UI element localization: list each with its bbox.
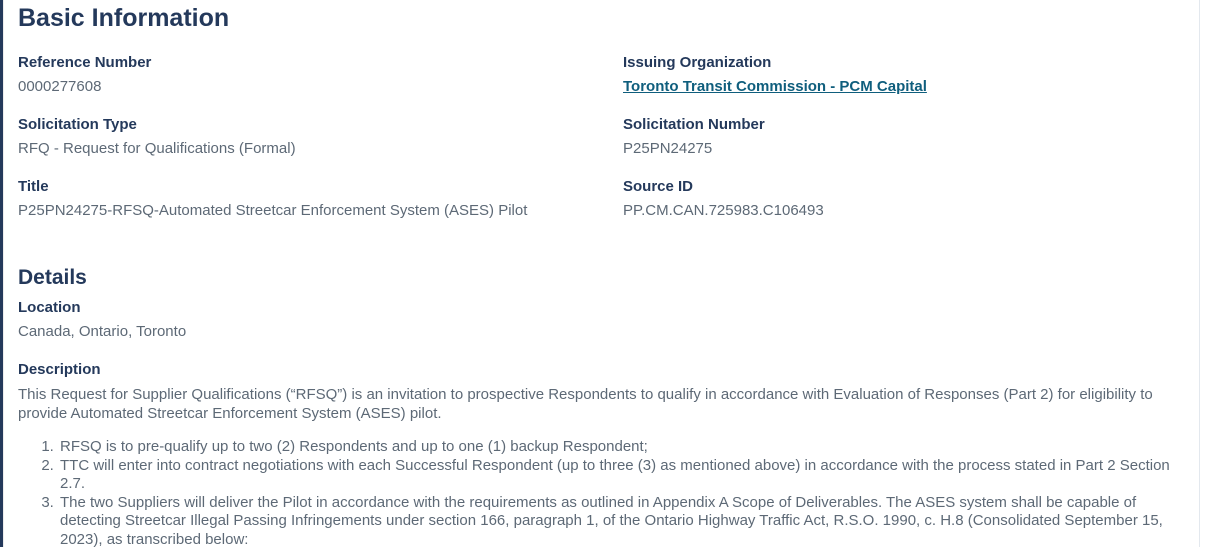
location-label: Location bbox=[18, 299, 81, 316]
solicitation-type-label: Solicitation Type bbox=[18, 116, 137, 133]
field-location bbox=[18, 300, 1180, 340]
description-list-item: 1. RFSQ is to pre-qualify up to two (2) Respondents and up to one (1) backup Respondent; bbox=[58, 438, 1180, 457]
issuing-organization-link[interactable]: Toronto Transit Commission - PCM Capital bbox=[623, 78, 927, 95]
details-heading: Details bbox=[18, 266, 87, 289]
reference-number-value: 0000277608 bbox=[18, 78, 102, 95]
title-value: P25PN24275-RFSQ-Automated Streetcar Enforcement System (ASES) Pilot bbox=[18, 202, 528, 219]
description-list bbox=[18, 438, 1180, 547]
field-source-id bbox=[599, 179, 1180, 219]
title-label: Title bbox=[18, 178, 49, 195]
solicitation-number-label: Solicitation Number bbox=[623, 116, 765, 133]
location-value: Canada, Ontario, Toronto bbox=[18, 323, 187, 340]
description-list-item: 3. The two Suppliers will deliver the Pilot in accordance with the requirements as outlined in Appendix A Scope of Deliverables. The ASES system shall be capable of detecting Streetcar Illegal Passing Infringements under section 166, paragraph 1, of the Ontario Highway Traffic Act, R.S.O. 1990, c. H.8 (Consolidated September 15, 2023), as transcribed below: bbox=[58, 494, 1180, 547]
basic-information-heading: Basic Information bbox=[18, 4, 230, 32]
details-section bbox=[18, 265, 1180, 547]
field-issuing-organization bbox=[599, 55, 1180, 95]
issuing-organization-label: Issuing Organization bbox=[623, 54, 772, 71]
field-title bbox=[18, 179, 599, 219]
field-solicitation-type bbox=[18, 117, 599, 157]
reference-number-label: Reference Number bbox=[18, 54, 152, 71]
description-label: Description bbox=[18, 361, 101, 378]
description-list-item: 2. TTC will enter into contract negotiations with each Successful Respondent (up to three (3) as mentioned above) in accordance with the process stated in Part 2 Section 2.7. bbox=[58, 457, 1180, 494]
field-description bbox=[18, 362, 1180, 547]
solicitation-number-value: P25PN24275 bbox=[623, 140, 713, 157]
basic-information-fields bbox=[18, 55, 1180, 219]
source-id-label: Source ID bbox=[623, 178, 694, 195]
field-reference-number bbox=[18, 55, 599, 95]
solicitation-type-value: RFQ - Request for Qualifications (Formal) bbox=[18, 140, 296, 157]
source-id-value: PP.CM.CAN.725983.C106493 bbox=[623, 202, 824, 219]
description-intro: This Request for Supplier Qualifications (“RFSQ”) is an invitation to prospective Respondents to qualify in accordance with Evaluation of Responses (Part 2) for eligibility to provide Automated Streetcar Enforcement System (ASES) pilot. bbox=[18, 386, 1153, 422]
field-solicitation-number bbox=[599, 117, 1180, 157]
